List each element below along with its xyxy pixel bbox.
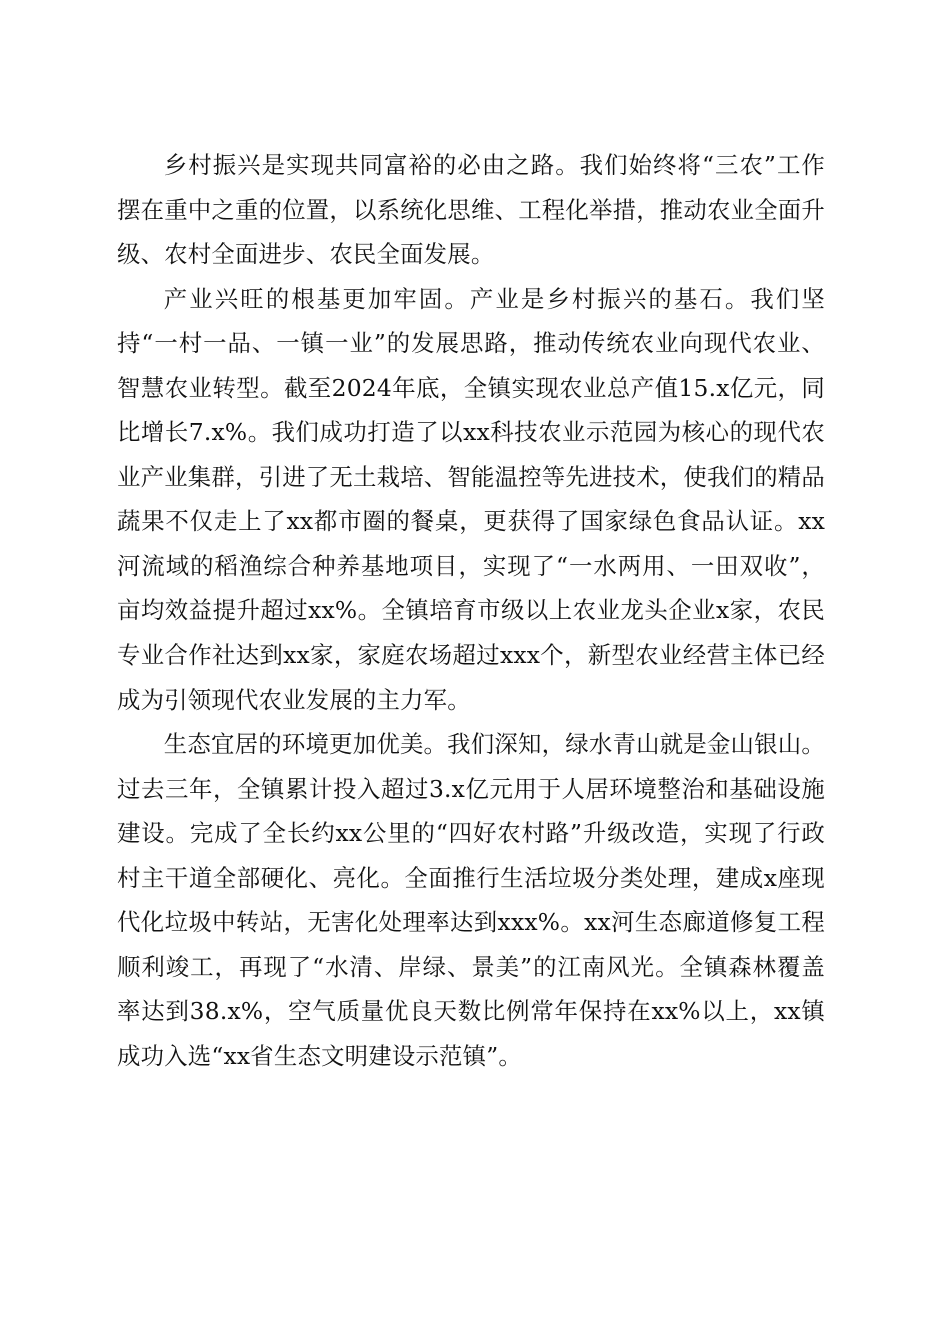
paragraph-ecological-livability: 生态宜居的环境更加优美。我们深知，绿水青山就是金山银山。过去三年，全镇累计投入超过3.x亿元用于人居环境整治和基础设施建设。完成了全长约xx公里的“四好农村路”升级改造，实现了行政村主干道全部硬化、亮化。全面推行生活垃圾分类处理，建成x座现代化垃圾中转站，无害化处理率达到xxx%。xx河生态廊道修复工程顺利竣工，再现了“水清、岸绿、景美”的江南风光。全镇森林覆盖率达到38.x%，空气质量优良天数比例常年保持在xx%以上，xx镇成功入选“xx省生态文明建设示范镇”。 bbox=[117, 730, 825, 1070]
document-body bbox=[117, 143, 825, 1078]
paragraph-industry-prosperity: 产业兴旺的根基更加牢固。产业是乡村振兴的基石。我们坚持“一村一品、一镇一业”的发展思路，推动传统农业向现代农业、智慧农业转型。截至2024年底，全镇实现农业总产值15.x亿元，同比增长7.x%。我们成功打造了以xx科技农业示范园为核心的现代农业产业集群，引进了无土栽培、智能温控等先进技术，使我们的精品蔬果不仅走上了xx都市圈的餐桌，更获得了国家绿色食品认证。xx河流域的稻渔综合种养基地项目，实现了“一水两用、一田双收”，亩均效益提升超过xx%。全镇培育市级以上农业龙头企业x家，农民专业合作社达到xx家，家庭农场超过xxx个，新型农业经营主体已经成为引领现代农业发展的主力军。 bbox=[117, 284, 825, 714]
paragraph-rural-revitalization-intro: 乡村振兴是实现共同富裕的必由之路。我们始终将“三农”工作摆在重中之重的位置，以系统化思维、工程化举措，推动农业全面升级、农村全面进步、农民全面发展。 bbox=[117, 151, 825, 269]
